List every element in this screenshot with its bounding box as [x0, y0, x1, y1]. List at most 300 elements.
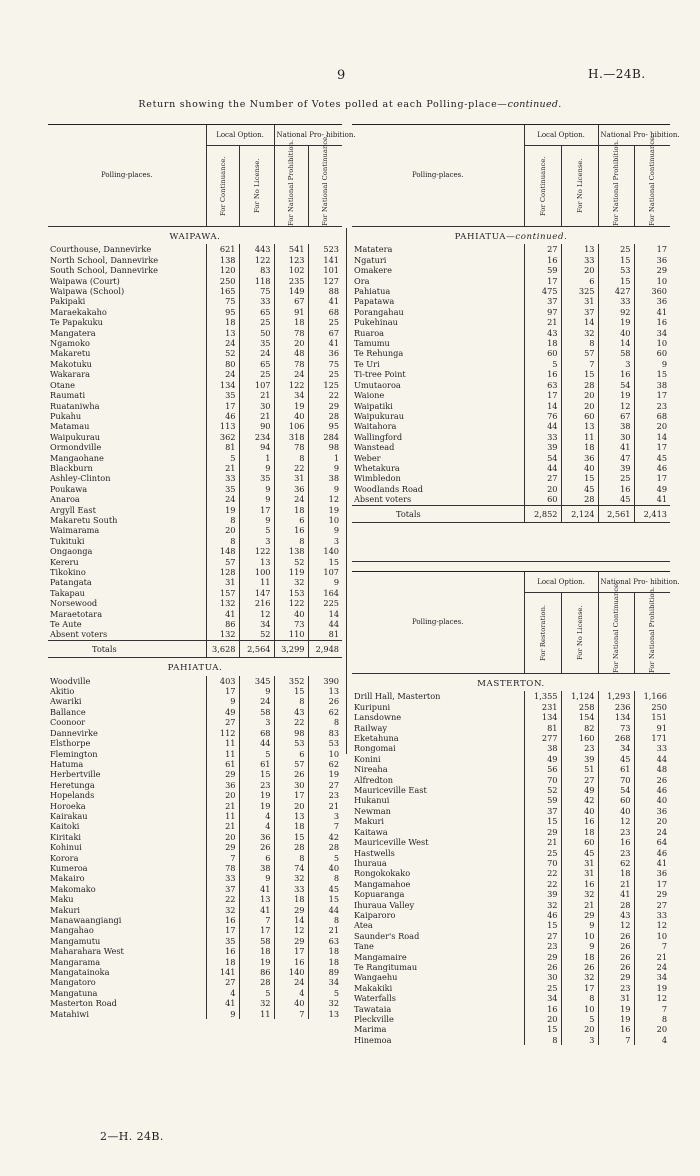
polling-place-name: Elsthorpe — [50, 738, 91, 749]
vote-count: 10 — [634, 931, 670, 941]
table-row — [352, 348, 670, 358]
vote-count: 21 — [239, 411, 274, 421]
vote-count: 138 — [206, 255, 239, 265]
vote-count: 26 — [308, 696, 342, 706]
vote-count: 29 — [634, 889, 670, 899]
vote-count: 1 — [308, 453, 342, 463]
vote-count: 4 — [239, 821, 274, 831]
vote-count: 23 — [598, 983, 634, 993]
vote-count: 48 — [274, 348, 308, 358]
vote-count: 9 — [239, 686, 274, 696]
vote-count: 140 — [308, 546, 342, 556]
vote-count: 40 — [274, 609, 308, 619]
vote-count: 40 — [561, 806, 598, 816]
vote-count: 52 — [206, 348, 239, 358]
vote-count: 523 — [308, 244, 342, 254]
polling-place-name: Whetakura — [354, 462, 400, 473]
vote-count: 49 — [561, 785, 598, 795]
vote-count: 31 — [598, 993, 634, 1003]
vote-count: 61 — [239, 759, 274, 769]
vote-count: 15 — [274, 686, 308, 696]
vote-count: 45 — [308, 884, 342, 894]
vote-count: 91 — [634, 723, 670, 733]
vote-count: 28 — [308, 842, 342, 852]
table-row — [48, 988, 342, 998]
table-row — [48, 946, 342, 956]
vote-count: 41 — [634, 307, 670, 317]
vote-count: 20 — [634, 1024, 670, 1034]
vote-count: 122 — [239, 546, 274, 556]
vote-count: 31 — [274, 473, 308, 483]
polling-place-name: Pakipaki — [50, 296, 86, 307]
polling-place-name: Saunder's Road — [354, 930, 420, 941]
vote-count: 164 — [308, 588, 342, 598]
vote-count: 110 — [274, 629, 308, 640]
vote-count: 258 — [561, 702, 598, 712]
vote-count: 82 — [561, 723, 598, 733]
vote-count: 20 — [561, 1024, 598, 1034]
vote-count: 14 — [561, 317, 598, 327]
pahiatua-continued-rows — [352, 244, 670, 505]
polling-place-name: Wakarara — [50, 369, 91, 380]
polling-place-name: Ballance — [50, 706, 86, 717]
section-rule — [352, 561, 670, 562]
vote-count: 35 — [239, 473, 274, 483]
vote-count: 10 — [561, 1004, 598, 1014]
vote-count: 40 — [308, 863, 342, 873]
table-row — [48, 442, 342, 452]
vote-count: 17 — [274, 790, 308, 800]
vote-count: 28 — [561, 494, 598, 505]
table-row — [48, 1009, 342, 1019]
vote-count: 541 — [274, 244, 308, 254]
vote-count: 318 — [274, 432, 308, 442]
vote-count: 21 — [206, 801, 239, 811]
vote-count: 11 — [206, 811, 239, 821]
polling-place-name: Makakiki — [354, 982, 393, 993]
vote-count: 57 — [206, 557, 239, 567]
vote-count: 43 — [524, 328, 561, 338]
vote-count: 10 — [308, 749, 342, 759]
vote-count: 17 — [524, 276, 561, 286]
table-row — [48, 696, 342, 706]
vote-count: 63 — [308, 936, 342, 946]
vote-count: 3 — [598, 359, 634, 369]
vote-count: 57 — [274, 759, 308, 769]
vote-count: 60 — [524, 348, 561, 358]
vote-count: 38 — [308, 473, 342, 483]
vote-count: 13 — [274, 811, 308, 821]
polling-place-name: Ihuraua — [354, 857, 387, 868]
vote-count: 44 — [308, 619, 342, 629]
polling-place-name: Ormondville — [50, 442, 102, 453]
vote-count: 8 — [634, 1014, 670, 1024]
vote-count: 25 — [598, 473, 634, 483]
table-row — [352, 484, 670, 494]
vote-count: 60 — [598, 795, 634, 805]
vote-count: 34 — [274, 390, 308, 400]
polling-place-name: Umutaoroa — [354, 379, 401, 390]
vote-count: 4 — [206, 988, 239, 998]
vote-count: 49 — [206, 707, 239, 717]
polling-place-name: Tawataia — [354, 1003, 392, 1014]
vote-count: 35 — [206, 484, 239, 494]
vote-count: 41 — [634, 858, 670, 868]
vote-count: 29 — [634, 265, 670, 275]
table-row — [48, 536, 342, 546]
polling-place-name: Otane — [50, 379, 76, 390]
vote-count: 26 — [634, 775, 670, 785]
vote-count: 14 — [274, 915, 308, 925]
vote-count: 7 — [308, 821, 342, 831]
table-row — [48, 707, 342, 717]
vote-count: 24 — [206, 338, 239, 348]
vote-count: 90 — [239, 421, 274, 431]
vote-count: 36 — [274, 484, 308, 494]
national-prohibition-header: National Pro- hibition. — [274, 125, 342, 146]
table-row — [352, 380, 670, 390]
polling-place-name: Tikokino — [50, 567, 86, 577]
polling-place-name: Mangatainoka — [50, 967, 110, 978]
vote-count: 157 — [206, 588, 239, 598]
table-row — [48, 853, 342, 863]
vote-count: 17 — [634, 390, 670, 400]
vote-count: 16 — [561, 816, 598, 826]
vote-count: 17 — [524, 390, 561, 400]
vote-count: 6 — [274, 515, 308, 525]
vote-count: 45 — [598, 494, 634, 505]
table-row — [48, 380, 342, 390]
vote-count: 9 — [308, 484, 342, 494]
vote-count: 17 — [634, 244, 670, 254]
vote-count: 80 — [206, 359, 239, 369]
vote-count: 1,355 — [524, 691, 561, 701]
col-header: For No License. — [561, 146, 598, 227]
local-option-header: Local Option. — [524, 572, 598, 593]
polling-place-name: Awariki — [50, 696, 82, 707]
vote-count: 23 — [598, 848, 634, 858]
vote-count: 33 — [634, 743, 670, 753]
polling-places-header: Polling-places. — [352, 572, 524, 674]
table-row — [48, 769, 342, 779]
vote-count: 21 — [206, 463, 239, 473]
vote-count: 35 — [206, 936, 239, 946]
table-row — [48, 821, 342, 831]
table-row — [352, 265, 670, 275]
vote-count: 25 — [308, 317, 342, 327]
vote-count: 140 — [274, 967, 308, 977]
vote-count: 95 — [206, 307, 239, 317]
vote-count: 3 — [239, 536, 274, 546]
vote-count: 95 — [308, 421, 342, 431]
vote-count: 17 — [206, 401, 239, 411]
vote-count: 20 — [206, 525, 239, 535]
vote-count: 5 — [239, 525, 274, 535]
vote-count: 74 — [274, 863, 308, 873]
vote-count: 14 — [598, 338, 634, 348]
vote-count: 7 — [598, 1035, 634, 1045]
vote-count: 18 — [308, 946, 342, 956]
vote-count: 18 — [274, 894, 308, 904]
vote-count: 76 — [524, 411, 561, 421]
vote-count: 20 — [561, 401, 598, 411]
vote-count: 18 — [274, 821, 308, 831]
table-row — [352, 307, 670, 317]
polling-place-name: Waitahora — [354, 421, 397, 432]
polling-place-name: Kopuaranga — [354, 889, 405, 900]
table-row — [352, 723, 670, 733]
vote-count: 78 — [274, 359, 308, 369]
vote-count: 17 — [206, 925, 239, 935]
table-row — [352, 785, 670, 795]
vote-count: 46 — [634, 848, 670, 858]
vote-count: 15 — [634, 369, 670, 379]
vote-count: 44 — [634, 754, 670, 764]
table-row — [48, 567, 342, 577]
vote-count: 14 — [308, 609, 342, 619]
vote-count: 236 — [598, 702, 634, 712]
table-row — [352, 276, 670, 286]
vote-count: 46 — [634, 785, 670, 795]
vote-count: 75 — [206, 296, 239, 306]
vote-count: 41 — [634, 494, 670, 505]
caption-main: Return showing the Number of Votes polled at each Polling-place— — [138, 99, 508, 110]
polling-place-name: Hukanui — [354, 795, 390, 806]
vote-count: 13 — [239, 894, 274, 904]
vote-count: 37 — [206, 884, 239, 894]
vote-count: 62 — [308, 707, 342, 717]
table-row — [352, 827, 670, 837]
vote-count: 9 — [239, 463, 274, 473]
vote-count: 36 — [206, 780, 239, 790]
vote-count: 21 — [239, 390, 274, 400]
polling-place-name: Mangamahoe — [354, 878, 411, 889]
polling-place-name: Mangahao — [50, 925, 94, 936]
table-row — [48, 749, 342, 759]
vote-count: 83 — [308, 728, 342, 738]
local-option-header: Local Option. — [206, 125, 274, 146]
vote-count: 31 — [561, 858, 598, 868]
polling-place-name: Te Rehunga — [354, 348, 404, 359]
table-row — [48, 780, 342, 790]
vote-count: 9 — [308, 577, 342, 587]
vote-count: 63 — [524, 380, 561, 390]
vote-count: 47 — [598, 453, 634, 463]
vote-count: 134 — [524, 712, 561, 722]
polling-place-name: Courthouse, Dannevirke — [50, 244, 152, 255]
polling-place-name: Pukahu — [50, 410, 82, 421]
vote-count: 44 — [239, 738, 274, 748]
vote-count: 122 — [274, 380, 308, 390]
vote-count: 20 — [561, 265, 598, 275]
national-prohibition-header: National Pro- hibition. — [598, 572, 670, 593]
table-row — [48, 738, 342, 748]
vote-count: 5 — [561, 1014, 598, 1024]
vote-count: 43 — [598, 910, 634, 920]
vote-count: 8 — [561, 338, 598, 348]
vote-count: 11 — [239, 1009, 274, 1019]
vote-count: 9 — [206, 1009, 239, 1019]
vote-count: 24 — [239, 696, 274, 706]
vote-count: 19 — [239, 957, 274, 967]
vote-count: 18 — [206, 317, 239, 327]
vote-count: 65 — [239, 307, 274, 317]
polling-place-name: South School, Dannevirke — [50, 265, 158, 276]
vote-count: 91 — [274, 307, 308, 317]
vote-count: 8 — [308, 873, 342, 883]
polling-place-name: Mangatoro — [50, 977, 96, 988]
vote-count: 27 — [308, 780, 342, 790]
table-row — [48, 686, 342, 696]
vote-count: 78 — [206, 863, 239, 873]
polling-place-name: Patangata — [50, 577, 92, 588]
table-row — [352, 837, 670, 847]
vote-count: 16 — [524, 255, 561, 265]
vote-count: 88 — [308, 286, 342, 296]
vote-count: 21 — [598, 879, 634, 889]
vote-count: 153 — [274, 588, 308, 598]
vote-count: 34 — [598, 743, 634, 753]
vote-count: 21 — [524, 317, 561, 327]
vote-count: 32 — [274, 873, 308, 883]
vote-count: 33 — [274, 884, 308, 894]
vote-count: 64 — [634, 837, 670, 847]
polling-place-name: Porangahau — [354, 306, 404, 317]
polling-place-name: Mauriceville East — [354, 785, 427, 796]
vote-count: 44 — [524, 421, 561, 431]
col-header: For National Continuance. — [308, 146, 342, 227]
vote-count: 8 — [274, 536, 308, 546]
vote-count: 1,124 — [561, 691, 598, 701]
polling-place-name: Wallingford — [354, 431, 403, 442]
vote-count: 25 — [598, 244, 634, 254]
table-row — [352, 983, 670, 993]
vote-count: 8 — [206, 536, 239, 546]
vote-count: 20 — [524, 484, 561, 494]
vote-count: 100 — [239, 567, 274, 577]
polling-place-name: Maharahara West — [50, 946, 124, 957]
polling-place-name: Ora — [354, 275, 370, 286]
vote-count: 27 — [524, 473, 561, 483]
col-header: For National Prohibition. — [274, 146, 308, 227]
vote-count: 68 — [239, 728, 274, 738]
vote-count: 27 — [206, 717, 239, 727]
table-row — [352, 1004, 670, 1014]
table-row — [48, 244, 342, 254]
vote-count: 19 — [598, 390, 634, 400]
polling-place-name: Waione — [354, 390, 385, 401]
table-row — [48, 894, 342, 904]
vote-count: 24 — [634, 827, 670, 837]
table-row — [352, 390, 670, 400]
table-row — [352, 432, 670, 442]
vote-count: 11 — [206, 738, 239, 748]
table-row — [352, 941, 670, 951]
polling-place-name: Pleckville — [354, 1014, 394, 1024]
polling-place-name: Absent voters — [50, 629, 108, 640]
table-row — [48, 421, 342, 431]
vote-count: 19 — [308, 505, 342, 515]
vote-count: 9 — [239, 515, 274, 525]
col-header: For No License. — [239, 146, 274, 227]
vote-count: 12 — [274, 925, 308, 935]
polling-place-name: Flemington — [50, 748, 98, 759]
table-row — [48, 328, 342, 338]
table-row — [352, 338, 670, 348]
vote-count: 120 — [206, 265, 239, 275]
vote-count: 141 — [308, 255, 342, 265]
table-row — [352, 401, 670, 411]
table-row — [352, 754, 670, 764]
vote-count: 234 — [239, 432, 274, 442]
polling-place-name: Omakere — [354, 265, 392, 276]
polling-place-name: Weber — [354, 452, 381, 463]
vote-count: 17 — [634, 879, 670, 889]
vote-count: 5 — [206, 453, 239, 463]
section-title-waipawa: WAIPAWA. — [169, 232, 221, 242]
vote-count: 225 — [308, 598, 342, 608]
vote-count: 20 — [634, 421, 670, 431]
vote-count: 16 — [598, 1024, 634, 1034]
polling-place-name: Kiritaki — [50, 831, 82, 842]
vote-count: 29 — [274, 905, 308, 915]
table-row — [352, 993, 670, 1003]
vote-count: 20 — [634, 816, 670, 826]
vote-count: 39 — [524, 889, 561, 899]
table-row — [48, 348, 342, 358]
vote-count: 19 — [206, 505, 239, 515]
table-row — [48, 801, 342, 811]
table-row — [352, 359, 670, 369]
vote-count: 21 — [634, 952, 670, 962]
polling-place-name: Rongokokako — [354, 868, 411, 879]
polling-place-name: Lansdowne — [354, 712, 402, 723]
vote-count: 34 — [308, 977, 342, 987]
vote-count: 29 — [206, 769, 239, 779]
polling-place-name: Kereru — [50, 556, 79, 567]
vote-count: 62 — [598, 858, 634, 868]
vote-count: 11 — [206, 749, 239, 759]
vote-count: 15 — [274, 832, 308, 842]
table-row — [48, 728, 342, 738]
vote-count: 16 — [274, 525, 308, 535]
vote-count: 28 — [274, 842, 308, 852]
vote-count: 30 — [274, 780, 308, 790]
polling-place-name: Waipatiki — [354, 400, 393, 411]
vote-count: 15 — [308, 894, 342, 904]
vote-count: 16 — [598, 837, 634, 847]
vote-count: 23 — [598, 827, 634, 837]
vote-count: 40 — [634, 795, 670, 805]
vote-count: 5 — [308, 853, 342, 863]
vote-count: 54 — [598, 380, 634, 390]
vote-count: 127 — [308, 276, 342, 286]
vote-count: 21 — [206, 821, 239, 831]
vote-count: 17 — [206, 686, 239, 696]
polling-place-name: Tamumu — [354, 338, 390, 349]
table-row — [352, 421, 670, 431]
vote-count: 6 — [274, 749, 308, 759]
table-row — [352, 411, 670, 421]
vote-count: 138 — [274, 546, 308, 556]
vote-count: 30 — [598, 432, 634, 442]
vote-count: 4 — [274, 988, 308, 998]
vote-count: 52 — [239, 629, 274, 640]
vote-count: 14 — [524, 401, 561, 411]
table-row — [48, 790, 342, 800]
vote-count: 18 — [239, 946, 274, 956]
col-header: For National Prohibition. — [598, 146, 634, 227]
